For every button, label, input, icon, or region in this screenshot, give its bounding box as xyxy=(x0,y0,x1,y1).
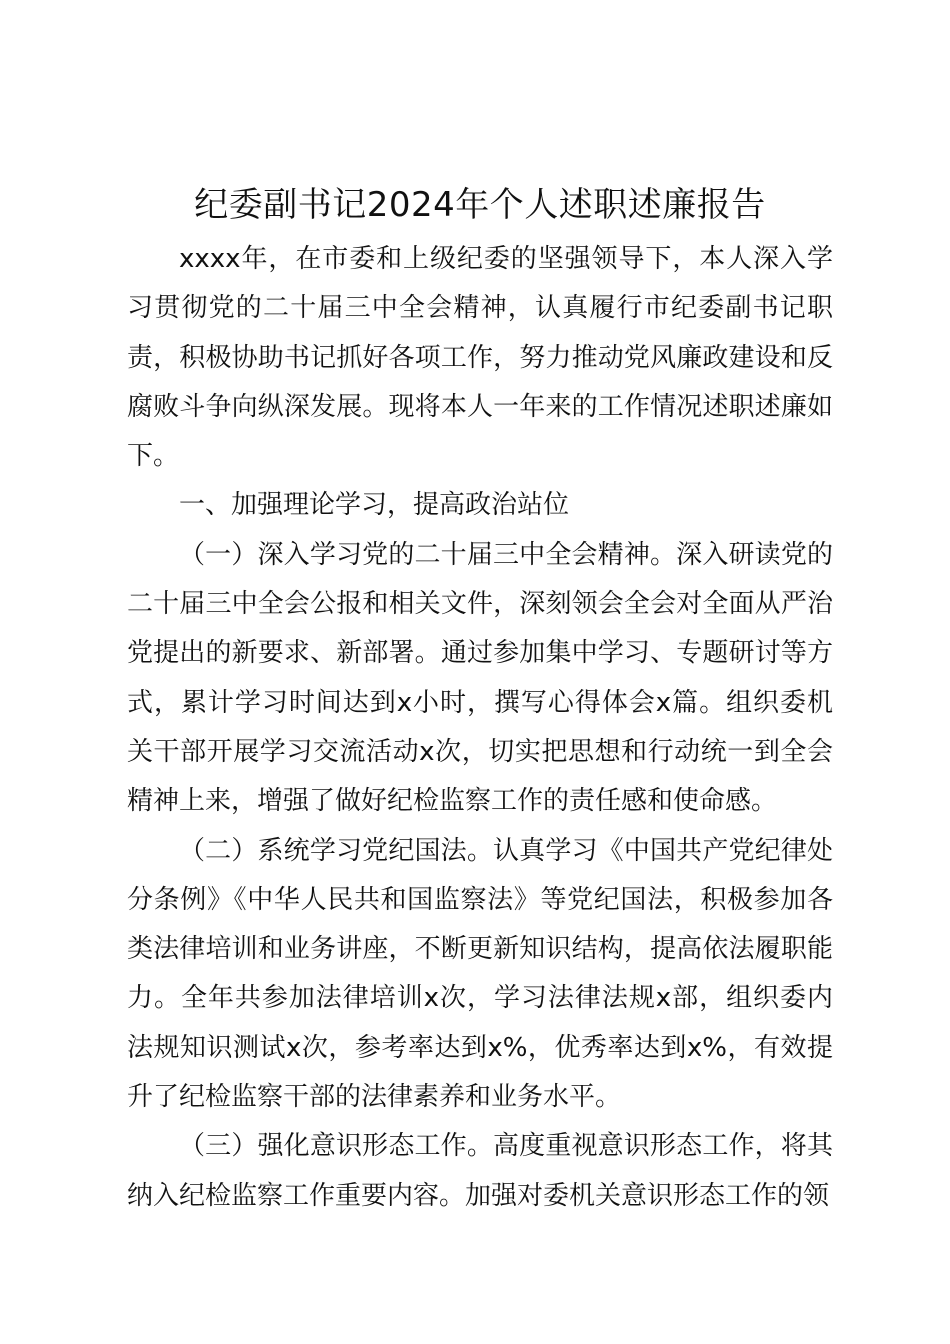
subsection-paragraph-2: （二）系统学习党纪国法。认真学习《中国共产党纪律处分条例》《中华人民共和国监察法》等党纪国法，积极参加各类法律培训和业务讲座，不断更新知识结构，提高依法履职能力。全年共参加法律培训x次，学习法律法规x部，组织委内法规知识测试x次，参考率达到x%，优秀率达到x%，有效提升了纪检监察干部的法律素养和业务水平。 xyxy=(127,835,833,1113)
document-title: 纪委副书记2024年个人述职述廉报告 xyxy=(194,185,766,225)
subsection-paragraph-3: （三）强化意识形态工作。高度重视意识形态工作，将其纳入纪检监察工作重要内容。加强对委机关意识形态工作的领 xyxy=(127,1131,833,1211)
subsection-paragraph-1: （一）深入学习党的二十届三中全会精神。深入研读党的二十届三中全会公报和相关文件，深刻领会全会对全面从严治党提出的新要求、新部署。通过参加集中学习、专题研讨等方式，累计学习时间达到x小时，撰写心得体会x篇。组织委机关干部开展学习交流活动x次，切实把思想和行动统一到全会精神上来，增强了做好纪检监察工作的责任感和使命感。 xyxy=(127,539,833,817)
section-heading-1: 一、加强理论学习，提高政治站位 xyxy=(179,490,570,521)
document-body xyxy=(127,175,833,1221)
intro-paragraph: xxxx年，在市委和上级纪委的坚强领导下，本人深入学习贯彻党的二十届三中全会精神，认真履行市纪委副书记职责，积极协助书记抓好各项工作，努力推动党风廉政建设和反腐败斗争向纵深发展。现将本人一年来的工作情况述职述廉如下。 xyxy=(127,244,833,472)
